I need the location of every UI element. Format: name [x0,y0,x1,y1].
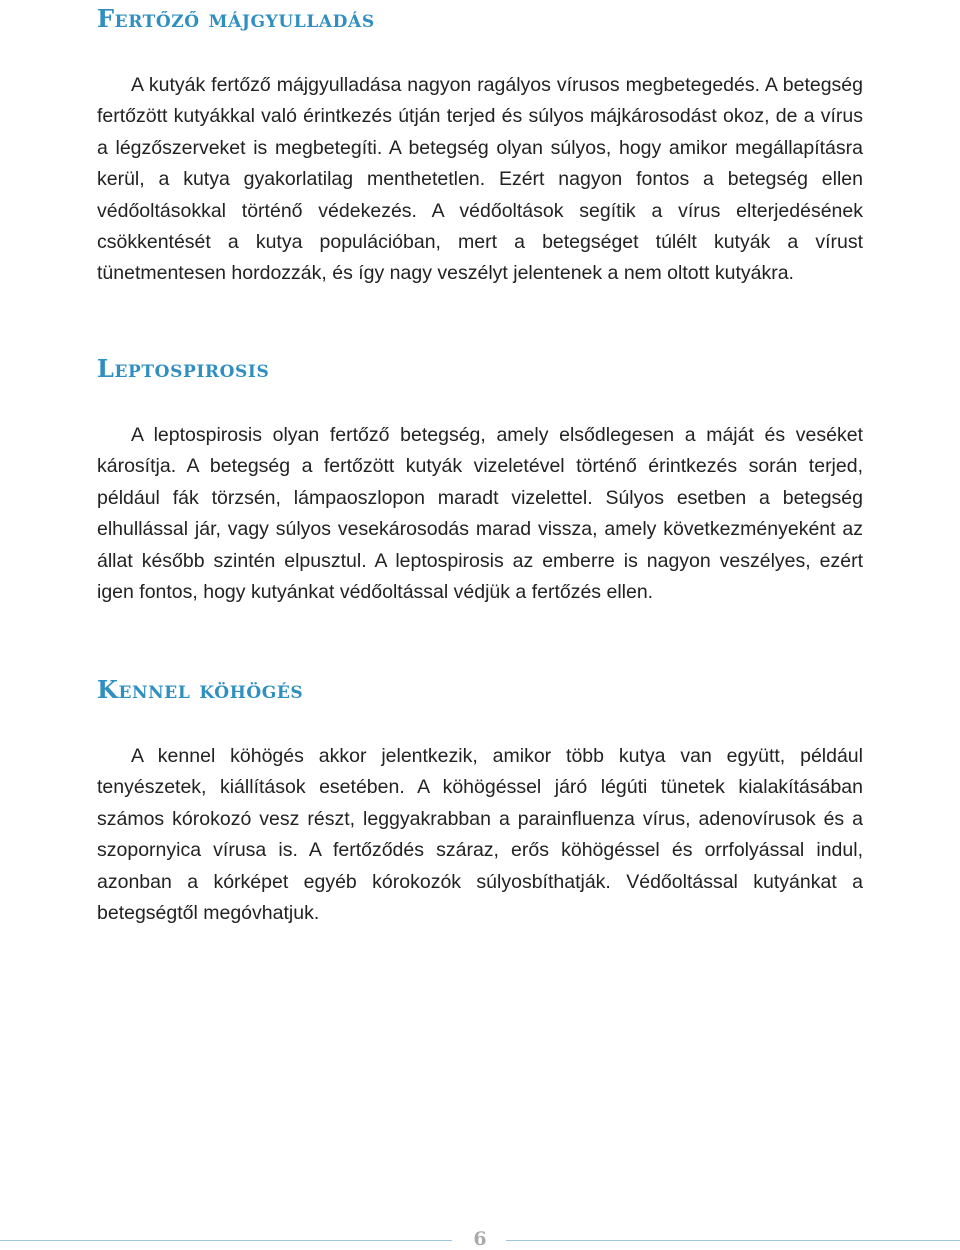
footer-rule-right [506,1240,960,1241]
section-heading: Kennel köhögés [97,675,304,704]
page-number: 6 [473,1228,487,1250]
footer-rule-left [0,1240,452,1241]
section-leptospirosis [97,355,863,608]
section-paragraph: A kutyák fertőző májgyulladása nagyon ragályos vírusos megbetegedés. A betegség fertőzött kutyákkal való érintkezés útján terjed és súlyos májkárosodást okoz, de a vírus a légzőszerveket is megbetegíti. A betegség olyan súlyos, hogy amikor megállapításra kerül, a kutya gyakorlatilag menthetetlen. Ezért nagyon fontos a betegség ellen védőoltásokkal történő védekezés. A védőoltások segítik a vírus elterjedésének csökkentését a kutya populációban, mert a betegséget túlélt kutyák a vírust tünetmentesen hordozzák, és így nagy veszélyt jelentenek a nem oltott kutyákra. [97,74,863,285]
section-paragraph: A leptospirosis olyan fertőző betegség, amely elsődlegesen a máját és veséket károsítja. A betegség a fertőzött kutyák vizeletével történő érintkezés során terjed, például fák törzsén, lámpaoszlopon maradt vizelettel. Súlyos esetben a betegség elhullással jár, vagy súlyos vesekárosodás marad vissza, amely következményeként az állat később szintén elpusztul. A leptospirosis az emberre is nagyon veszélyes, ezért igen fontos, hogy kutyánkat védőoltással védjük a fertőzés ellen. [97,424,863,604]
section-heading: Fertőző májgyulladás [97,4,375,33]
section-heading: Leptospirosis [97,354,270,383]
section-hepatitis [97,5,863,290]
section-kennel-cough [97,676,863,929]
section-paragraph: A kennel köhögés akkor jelentkezik, amikor több kutya van együtt, például tenyészetek, kiállítások esetében. A köhögéssel járó légúti tünetek kialakításában számos kórokozó vesz részt, leggyakrabban a parainfluenza vírus, adenovírusok és a szopornyica vírusa is. A fertőződés száraz, erős köhögéssel és orrfolyással indul, azonban a kórképet egyéb kórokozók súlyosbíthatják. Védőoltással kutyánkat a betegségtől megóvhatjuk. [97,745,863,925]
